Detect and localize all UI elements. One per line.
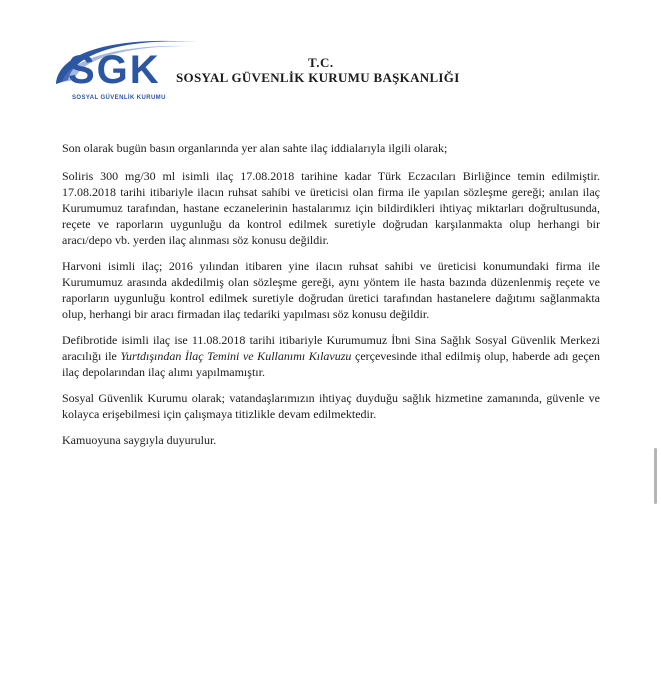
- tc-heading: T.C.: [308, 55, 334, 70]
- soliris-paragraph: Soliris 300 mg/30 ml isimli ilaç 17.08.2018 tarihine kadar Türk Eczacıları Birliğince temin edilmiştir. 17.08.2018 tarihi itibariyle ilacın ruhsat sahibi ve üreticisi olan firma ile yapılan sözleşme gereği; anılan ilaç Kurumumuz tarafından, hastane eczanelerinin hastalarımız için bildirdikleri ihtiyaç miktarları doğrultusunda, reçete ve raporların uygunluğu da kontrol edilmek suretiyle doğrudan karşılanmakta olup herhangi bir aracı/depo vb. yerden ilaç alınması söz konusu değildir.: [62, 169, 600, 247]
- intro-paragraph: Son olarak bugün basın organlarında yer alan sahte ilaç iddialarıyla ilgili olarak;: [62, 141, 448, 155]
- organization-heading: SOSYAL GÜVENLİK KURUMU BAŞKANLIĞI: [176, 70, 460, 85]
- statement-body: [62, 140, 600, 458]
- logo-subtitle: SOSYAL GÜVENLİK KURUMU: [72, 95, 166, 101]
- closing-line: Kamuoyuna saygıyla duyurulur.: [62, 433, 217, 447]
- defibrotide-text-end: çerçevesinde ithal edilmiş olup, haberde adı geçen ilaç depolarından ilaç alımı yapılmamıştır.: [62, 349, 600, 379]
- defibrotide-text-start: Defibrotide isimli ilaç ise 11.08.2018 tarihi itibariyle Kurumumuz İbni Sina Sağlık Sosyal Güvenlik Merkezi aracılığı ile: [62, 333, 600, 363]
- guideline-title: Yurtdışından İlaç Temini ve Kullanımı Kılavuzu: [120, 349, 352, 363]
- defibrotide-paragraph: [62, 332, 600, 380]
- commitment-paragraph: Sosyal Güvenlik Kurumu olarak; vatandaşlarımızın ihtiyaç duyduğu sağlık hizmetine zamanında, güvenle ve kolayca erişebilmesi için çalışmaya titizlikle devam edilmektedir.: [62, 391, 600, 421]
- scrollbar-thumb[interactable]: [654, 448, 657, 504]
- logo-text: SGK: [68, 48, 161, 92]
- harvoni-paragraph: Harvoni isimli ilaç; 2016 yılından itibaren yine ilacın ruhsat sahibi ve üreticisi konumundaki firma ile Kurumumuz arasında akdedilmiş olan sözleşme gereği, aynı yöntem ile hasta bazında düzenlenmiş reçete ve raporların uygunluğu kontrol edilmek suretiyle doğrudan üretici tarafından hastanelere dağıtımı sağlanmakta olup, herhangi bir aracı firmadan ilaç tedariki yapılması söz konusu değildir.: [62, 259, 600, 321]
